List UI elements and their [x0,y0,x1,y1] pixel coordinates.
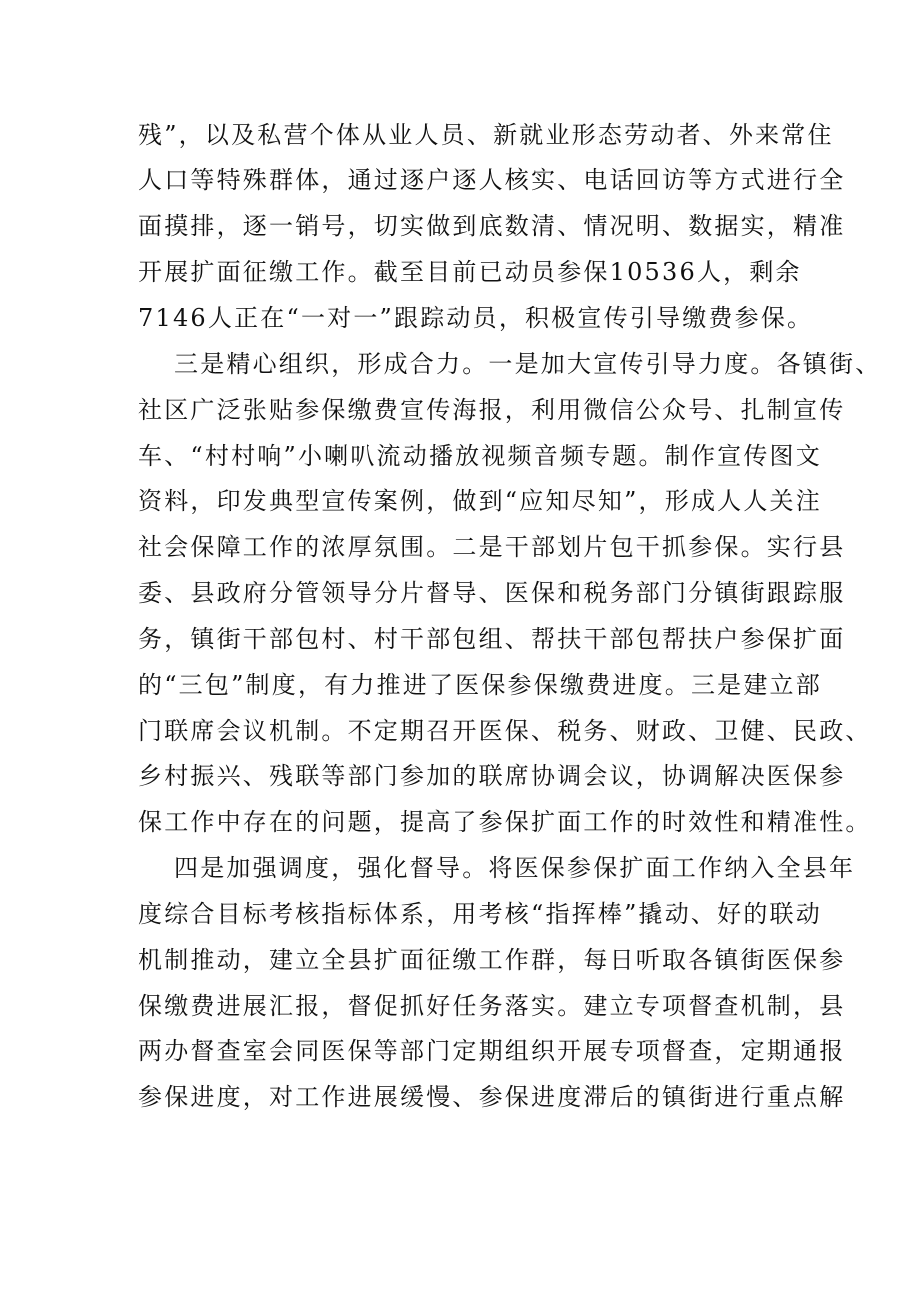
text-line: 门联席会议机制。不定期召开医保、税务、财政、卫健、民政、 [138,717,872,745]
text-line: 机制推动，建立全县扩面征缴工作群，每日听取各镇街医保参 [138,946,846,974]
paragraph-start-line: 四是加强调度，强化督导。将医保参保扩面工作纳入全县年 [174,854,856,882]
text-line: 车、“村村响”小喇叭流动播放视频音频专题。制作宣传图文 [138,442,822,470]
text-line: 乡村振兴、残联等部门参加的联席协调会议，协调解决医保参 [138,762,846,790]
text-line: 两办督查室会同医保等部门定期组织开展专项督查，定期通报 [138,1037,846,1065]
text-line: 面摸排，逐一销号，切实做到底数清、情况明、数据实，精准 [138,212,846,240]
text-line: 7146人正在“一对一”跟踪动员，积极宣传引导缴费参保。 [138,304,814,332]
paragraph-start-line: 三是精心组织，形成合力。一是加大宣传引导力度。各镇街、 [174,350,882,378]
text-line: 残”，以及私营个体从业人员、新就业形态劳动者、外来常住 [138,121,834,149]
text-line: 资料，印发典型宣传案例，做到“应知尽知”，形成人人关注 [138,487,822,515]
text-line: 务，镇街干部包村、村干部包组、帮扶干部包帮扶户参保扩面 [138,625,846,653]
text-line: 社会保障工作的浓厚氛围。二是干部划片包干抓参保。实行县 [138,533,846,561]
text-line: 保工作中存在的问题，提高了参保扩面工作的时效性和精准性。 [138,808,872,836]
text-line: 的“三包”制度，有力推进了医保参保缴费进度。三是建立部 [138,671,822,699]
text-line: 社区广泛张贴参保缴费宣传海报，利用微信公众号、扎制宣传 [138,396,846,424]
text-line: 人口等特殊群体，通过逐户逐人核实、电话回访等方式进行全 [138,166,846,194]
text-line: 保缴费进展汇报，督促抓好任务落实。建立专项督查机制，县 [138,992,846,1020]
text-line: 委、县政府分管领导分片督导、医保和税务部门分镇街跟踪服 [138,579,846,607]
text-line: 度综合目标考核指标体系，用考核“指挥棒”撬动、好的联动 [138,900,822,928]
text-line: 参保进度，对工作进展缓慢、参保进度滞后的镇街进行重点解 [138,1083,846,1111]
text-line: 开展扩面征缴工作。截至目前已动员参保10536人，剩余 [138,258,802,286]
